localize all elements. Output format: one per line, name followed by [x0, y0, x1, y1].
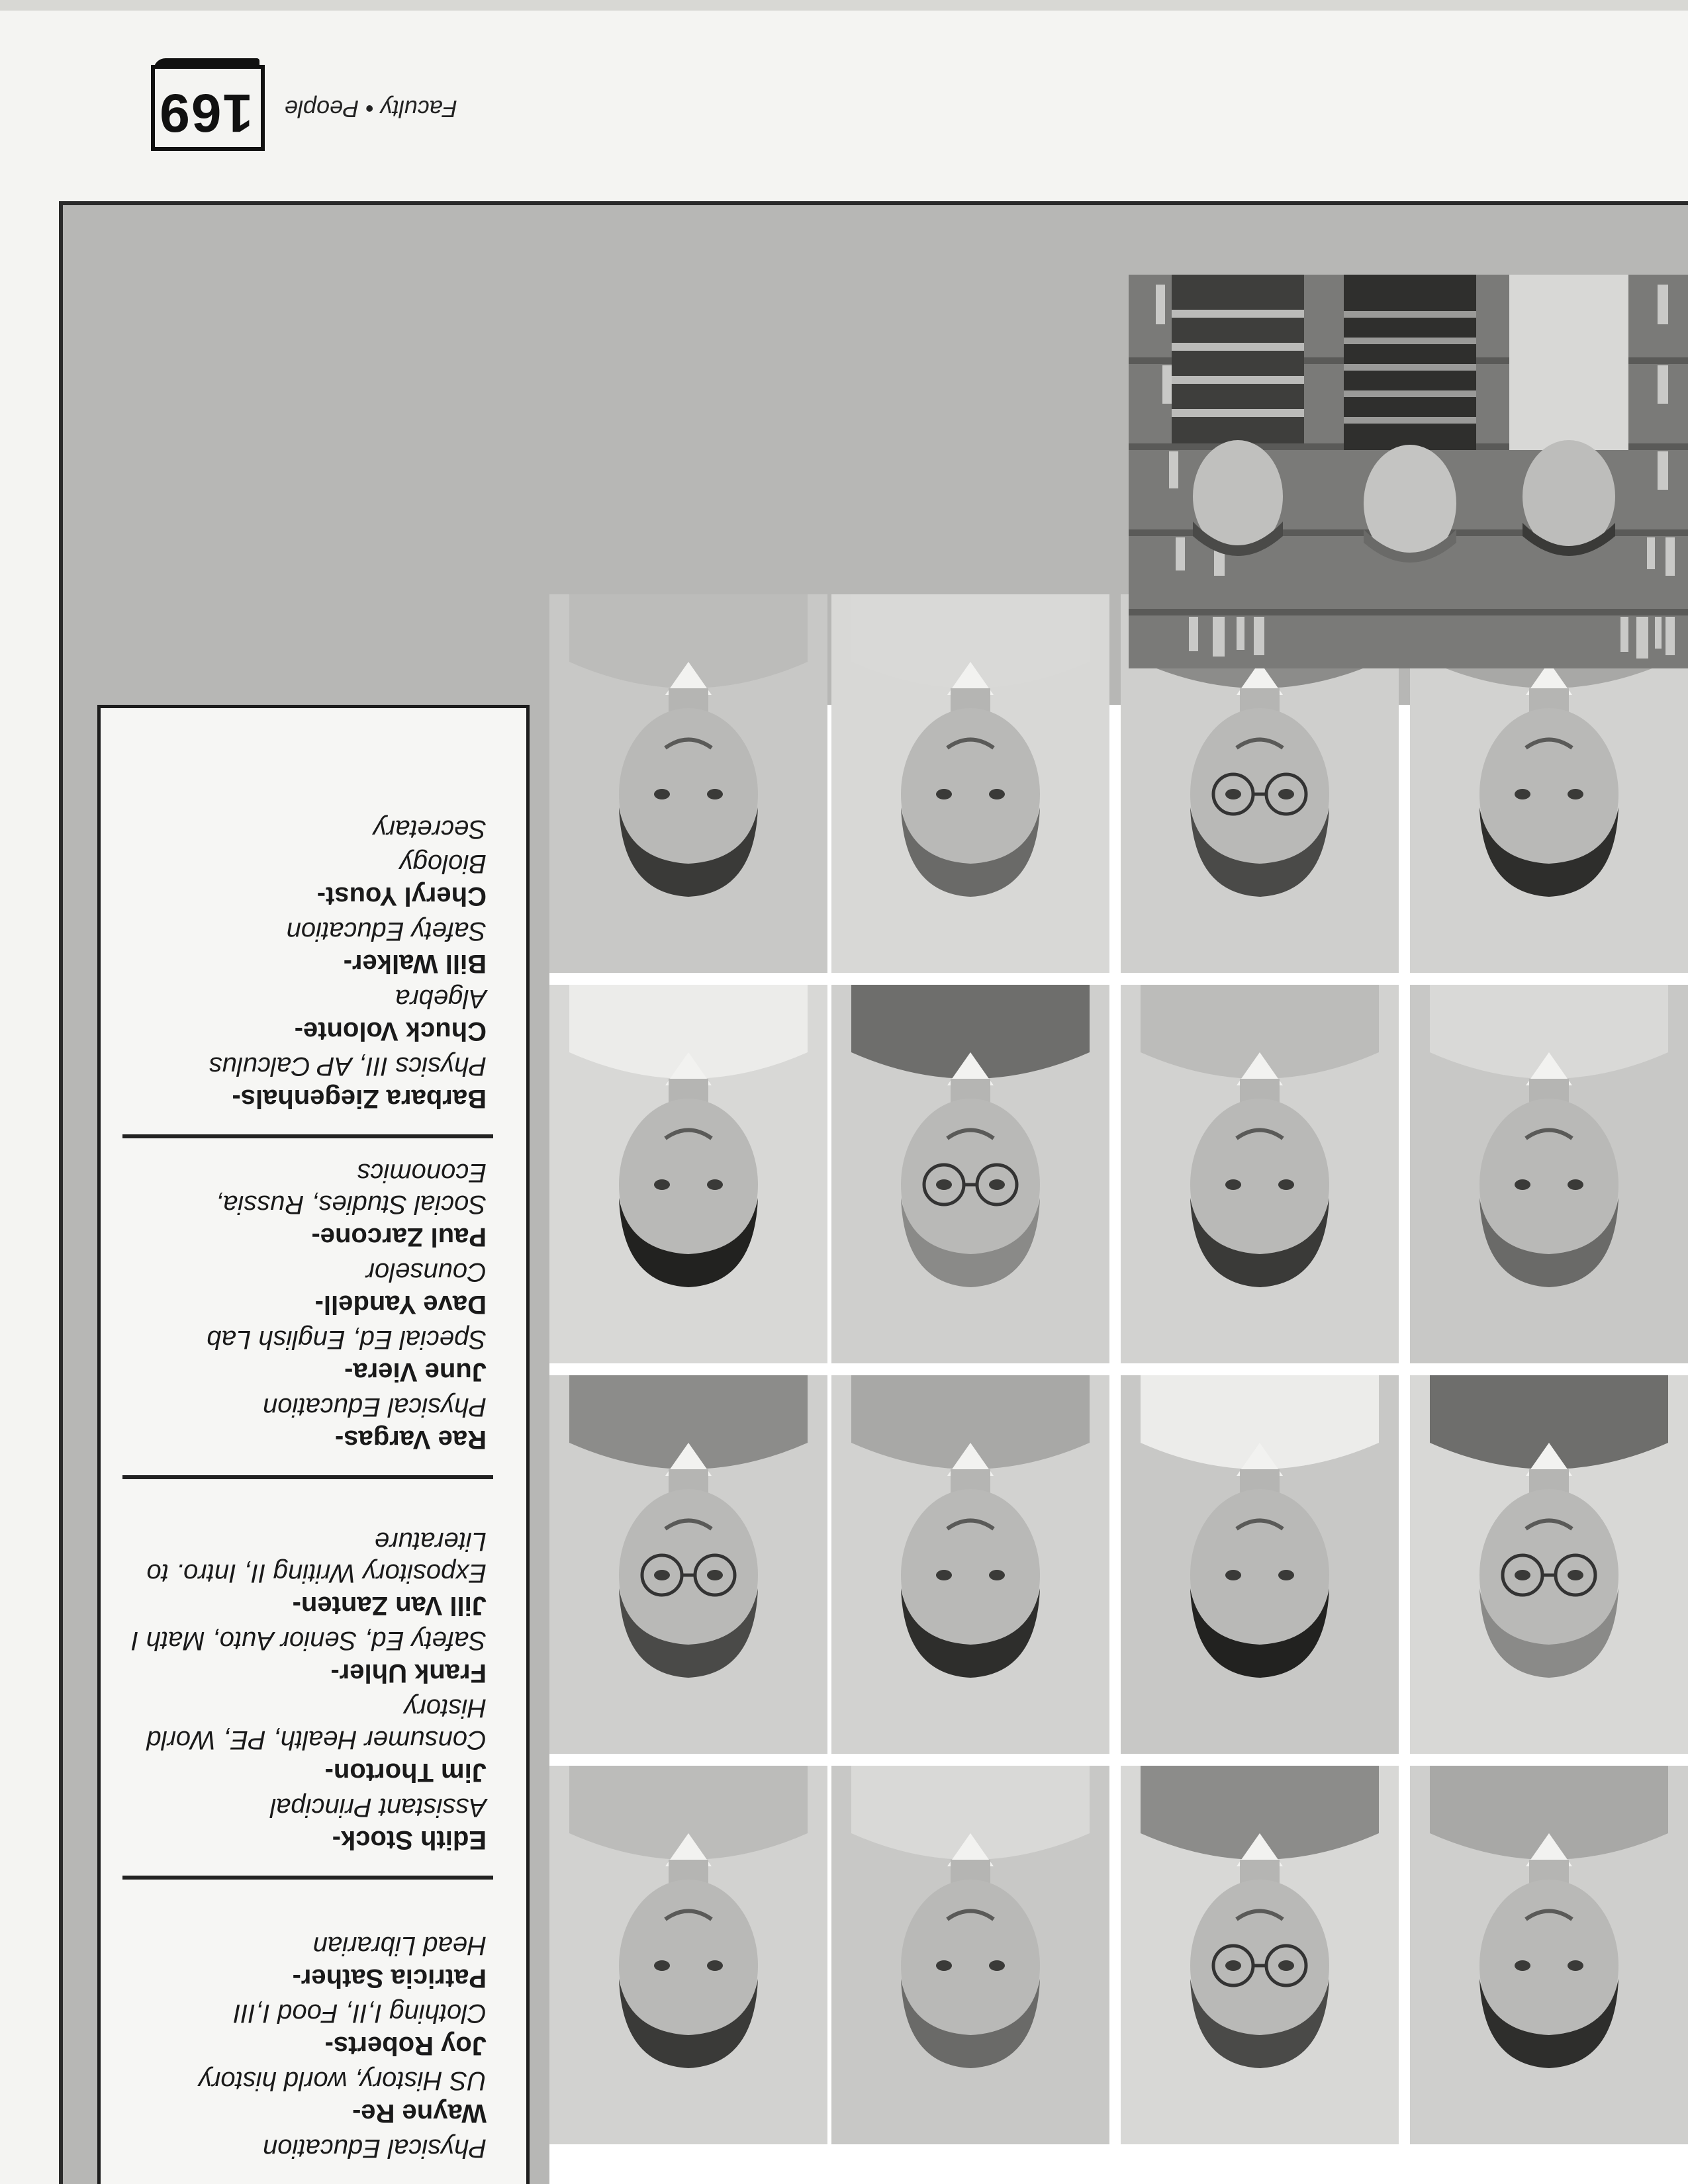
portrait-grid — [549, 705, 1688, 2184]
caption-subject: Biology — [399, 849, 487, 878]
caption-name: Dave Yandell- — [314, 1290, 487, 1319]
faculty-portrait — [549, 1375, 827, 1754]
caption-name: Rae Vargas- — [334, 1425, 487, 1454]
portrait-icon — [549, 594, 827, 973]
faculty-portrait — [1121, 1766, 1399, 2144]
caption-group-4 — [116, 811, 487, 1115]
faculty-portrait — [831, 594, 1109, 973]
caption-name: Patricia Sather- — [292, 1964, 487, 1993]
portrait-icon — [1410, 1766, 1688, 2144]
caption-entry — [116, 848, 487, 913]
caption-name: Jill Van Zanten- — [292, 1591, 487, 1620]
caption-entry — [116, 1157, 487, 1253]
caption-name: Paul Zarcone- — [311, 1222, 487, 1251]
caption-name: Wayne Re- — [352, 2099, 487, 2128]
portrait-icon — [1121, 1766, 1399, 2144]
faculty-portrait — [1121, 985, 1399, 1363]
caption-subject: Safety Ed, Senior Auto, Math I — [131, 1626, 487, 1655]
caption-group-3 — [116, 1154, 487, 1456]
caption-name: Barbara Ziegenhals- — [232, 1084, 487, 1113]
caption-entry — [116, 813, 487, 845]
caption-entry — [116, 1625, 487, 1690]
portrait-icon — [549, 985, 827, 1363]
caption-subject: Counselor — [365, 1257, 487, 1287]
faculty-portrait — [831, 985, 1109, 1363]
caption-name: Cheryl Youst- — [316, 882, 487, 911]
portrait-icon — [831, 594, 1109, 973]
page-number-tab — [151, 65, 265, 151]
portrait-icon — [1121, 1375, 1399, 1754]
caption-subject: Clothing I,II, Food I,III — [233, 1999, 487, 2028]
caption-name: Edith Stock- — [332, 1825, 487, 1854]
caption-subject: Secretary — [373, 815, 487, 844]
portrait-icon — [1410, 985, 1688, 1363]
caption-entry — [116, 915, 487, 980]
page-number: 169 — [158, 83, 253, 143]
caption-entry — [116, 983, 487, 1048]
caption-group-1 — [116, 1927, 487, 2164]
caption-subject: Algebra — [395, 984, 487, 1013]
faculty-portrait — [1121, 1375, 1399, 1754]
caption-name: June Viera- — [344, 1357, 487, 1387]
section-label: Faculty • People — [285, 95, 457, 122]
caption-subject: Physics III, AP Calculus — [209, 1052, 487, 1081]
portrait-icon — [549, 1375, 827, 1754]
caption-subject: Social Studies, Russia, Economics — [215, 1158, 487, 1219]
caption-divider — [122, 1876, 493, 1880]
group-photo — [1129, 275, 1688, 668]
caption-entry — [116, 1997, 487, 2062]
caption-entry — [116, 1050, 487, 1115]
caption-entry — [116, 2065, 487, 2130]
caption-subject: Consumer Health, PE, World History — [146, 1694, 487, 1754]
faculty-portrait — [831, 1375, 1109, 1754]
caption-entry — [116, 2132, 487, 2164]
gray-panel — [59, 201, 1688, 2184]
caption-entry — [116, 1525, 487, 1622]
caption-box — [97, 705, 530, 2184]
portrait-icon — [831, 985, 1109, 1363]
faculty-portrait — [1410, 1766, 1688, 2144]
portrait-icon — [549, 1766, 827, 2144]
faculty-portrait — [549, 594, 827, 973]
portrait-icon — [831, 1766, 1109, 2144]
caption-divider — [122, 1475, 493, 1479]
caption-subject: Safety Education — [286, 917, 487, 946]
caption-subject: Assistant Principal — [270, 1793, 487, 1822]
caption-subject: US History, world history — [199, 2066, 487, 2095]
portrait-icon — [1410, 1375, 1688, 1754]
portrait-icon — [831, 1375, 1109, 1754]
faculty-portrait — [831, 1766, 1109, 2144]
faculty-portrait — [1410, 985, 1688, 1363]
caption-subject: Physical Education — [263, 1392, 487, 1422]
caption-entry — [116, 1324, 487, 1388]
caption-entry — [116, 1792, 487, 1856]
caption-name: Jim Thorton- — [324, 1758, 487, 1787]
caption-name: Frank Uhler- — [330, 1659, 487, 1688]
caption-entry — [116, 1930, 487, 1995]
caption-name: Bill Walker- — [343, 949, 487, 978]
group-photo-image — [1129, 275, 1688, 668]
faculty-portrait — [549, 1766, 827, 2144]
caption-subject: Physical Education — [263, 2134, 487, 2163]
caption-subject: Head Librarian — [312, 1931, 487, 1960]
caption-subject: Special Ed, English Lab — [207, 1325, 487, 1354]
faculty-portrait — [1410, 1375, 1688, 1754]
page-edge — [0, 0, 1688, 11]
caption-name: Joy Roberts- — [324, 2031, 487, 2060]
caption-entry — [116, 1256, 487, 1321]
caption-group-2 — [116, 1523, 487, 1856]
portrait-icon — [1121, 985, 1399, 1363]
caption-divider — [122, 1134, 493, 1138]
caption-entry — [116, 1692, 487, 1789]
caption-subject: Expository Writing II, Intro. to Literature — [146, 1527, 487, 1588]
caption-name: Chuck Volonte- — [294, 1017, 487, 1046]
faculty-portrait — [549, 985, 827, 1363]
caption-entry — [116, 1391, 487, 1456]
